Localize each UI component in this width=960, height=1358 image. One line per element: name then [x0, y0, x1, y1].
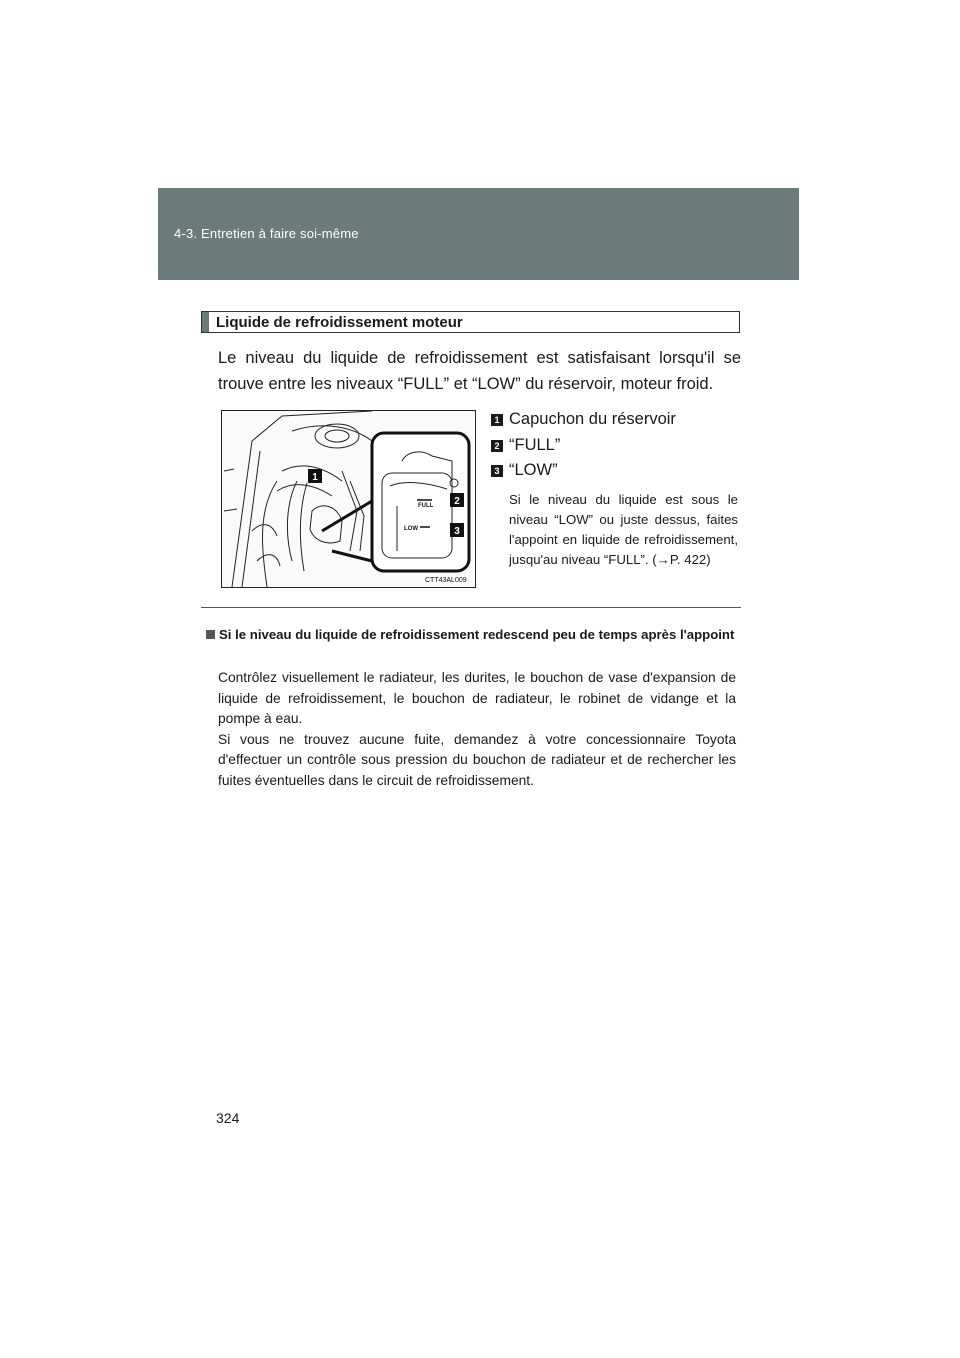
- legend-text-1: Capuchon du réservoir: [509, 410, 676, 428]
- legend-item-2: [491, 436, 560, 455]
- figure-label-1: 1: [312, 472, 318, 483]
- page-number: 324: [216, 1110, 240, 1126]
- figure-label-3: 3: [454, 526, 460, 537]
- legend-text-2: “FULL”: [509, 436, 561, 454]
- full-mark-text: FULL: [418, 503, 434, 509]
- figure-label-2: 2: [454, 496, 460, 507]
- legend-badge-3: 3: [491, 465, 503, 477]
- legend-item-1: [491, 410, 676, 429]
- section-divider: [201, 607, 741, 608]
- intro-paragraph: Le niveau du liquide de refroidissement est satisfaisant lorsqu'il se trouve entre les niveaux “FULL” et “LOW” du réservoir, moteur froid.: [218, 349, 741, 393]
- refill-note: Si le niveau du liquide est sous le niveau “LOW” ou juste dessus, faites l'appoint en liquide de refroidissement, jusqu'au niveau “FULL”. (→P. 422): [509, 492, 738, 567]
- info-body: [218, 668, 736, 791]
- info-paragraph-1: Contrôlez visuellement le radiateur, les durites, le bouchon de vase d'expansion de liquide de refroidissement, le bouchon de radiateur, le robinet de vidange et la pompe à eau.: [218, 670, 736, 726]
- low-mark-text: LOW: [404, 526, 418, 532]
- legend-text-3: “LOW”: [509, 461, 558, 479]
- section-title-marker: [202, 312, 209, 332]
- info-paragraph-2: Si vous ne trouvez aucune fuite, demandez à votre concessionnaire Toyota d'effectuer un contrôle sous pression du bouchon de radiateur et de rechercher les fuites éventuelles dans le circuit de refroidissement.: [218, 731, 736, 788]
- info-heading: [206, 625, 736, 645]
- legend-badge-1: 1: [491, 414, 503, 426]
- coolant-reservoir-illustration: [221, 410, 476, 588]
- chapter-section-title: 4-3. Entretien à faire soi-même: [174, 226, 359, 241]
- info-bullet-icon: [206, 630, 215, 639]
- figure-code: CTT43AL009: [425, 577, 467, 584]
- legend-badge-2: 2: [491, 440, 503, 452]
- section-title: Liquide de refroidissement moteur: [216, 313, 463, 331]
- legend-item-3: [491, 461, 558, 480]
- info-heading-text: Si le niveau du liquide de refroidissement redescend peu de temps après l'appoint: [219, 627, 735, 642]
- section-title-box: [201, 311, 740, 333]
